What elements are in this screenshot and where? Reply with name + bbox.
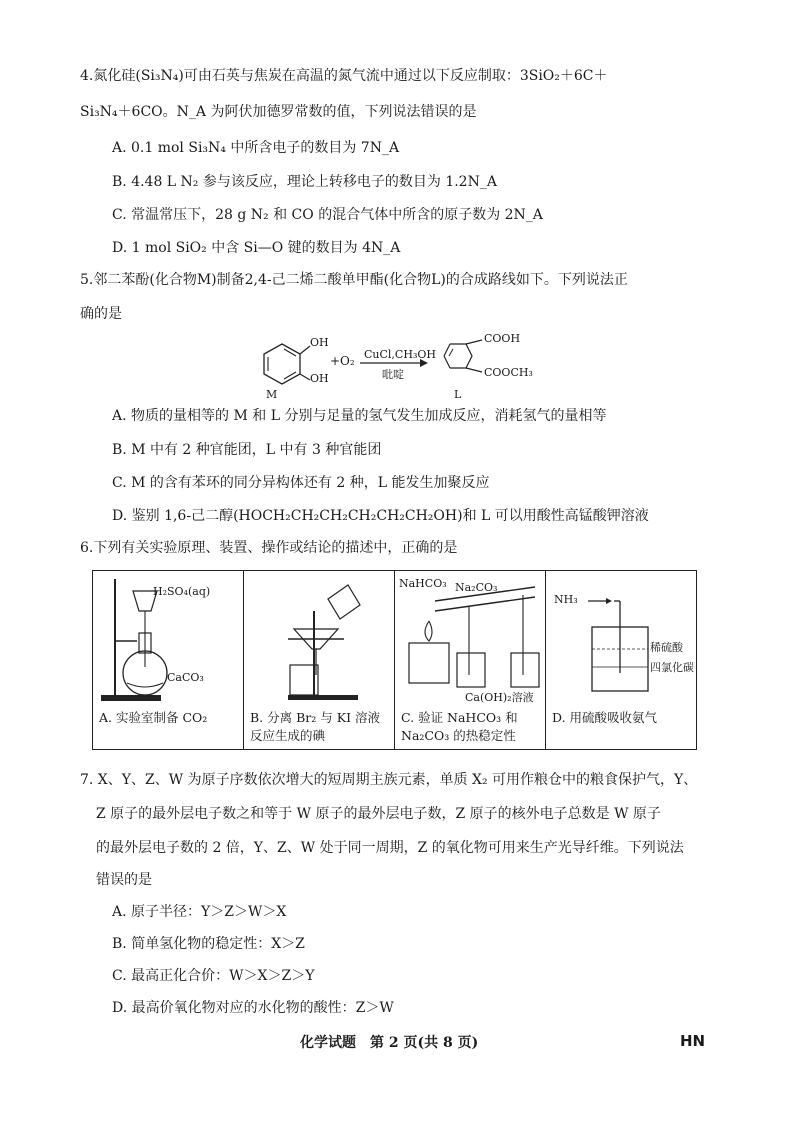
caption-b: B. 分离 Br₂ 与 KI 溶液反应生成的碘 xyxy=(250,710,380,743)
experiment-cell-d xyxy=(546,571,697,750)
q7-stem-line4: 错误的是 xyxy=(96,872,152,888)
caption-d: D. 用硫酸吸收氨气 xyxy=(552,710,658,725)
experiment-table xyxy=(92,570,697,750)
filtration-drawing xyxy=(244,571,394,707)
q5-option-c: C. M 的含有苯环的同分异构体还有 2 种，L 能发生加聚反应 xyxy=(112,475,490,491)
q7-option-b: B. 简单氢化物的稳定性：X＞Z xyxy=(112,936,305,952)
experiment-cell-b xyxy=(244,571,395,750)
q7-option-a: A. 原子半径：Y＞Z＞W＞X xyxy=(112,904,287,920)
q5-option-b: B. M 中有 2 种官能团，L 中有 3 种官能团 xyxy=(112,442,382,458)
q4-stem-line1: 4.氮化硅(Si₃N₄)可由石英与焦炭在高温的氮气流中通过以下反应制取：3SiO₂＋6C＋ xyxy=(80,68,608,84)
q4-option-d: D. 1 mol SiO₂ 中含 Si—O 键的数目为 4N_A xyxy=(112,240,401,256)
q4-option-c: C. 常温常压下，28 g N₂ 和 CO 的混合气体中所含的原子数为 2N_A xyxy=(112,207,543,223)
nahco3-label: NaHCO₃ xyxy=(399,577,447,590)
caption-a: A. 实验室制备 CO₂ xyxy=(99,710,208,725)
h2so4-label: H₂SO₄(aq) xyxy=(153,585,211,598)
reagents-bottom-label: 吡啶 xyxy=(382,368,404,381)
q7-stem-line1: 7. X、Y、Z、W 为原子序数依次增大的短周期主族元素，单质 X₂ 可用作粮仓中的粮食保护气，Y、 xyxy=(80,772,698,788)
cooh-label: COOH xyxy=(484,332,521,345)
na2co3-label: Na₂CO₃ xyxy=(455,581,498,594)
q6-stem: 6.下列有关实验原理、装置、操作或结论的描述中，正确的是 xyxy=(80,540,458,556)
ccl4-label: 四氯化碳 xyxy=(650,661,694,674)
caption-c: C. 验证 NaHCO₃ 和 Na₂CO₃ 的热稳定性 xyxy=(401,710,518,743)
q7-option-c: C. 最高正化合价：W＞X＞Z＞Y xyxy=(112,968,315,984)
q4-option-b: B. 4.48 L N₂ 参与该反应，理论上转移电子的数目为 1.2N_A xyxy=(112,174,497,190)
q5-option-a: A. 物质的量相等的 M 和 L 分别与足量的氢气发生加成反应，消耗氢气的量相等 xyxy=(112,408,607,424)
label-m: M xyxy=(266,388,278,401)
dilute-h2so4-label: 稀硫酸 xyxy=(650,641,683,654)
q5-stem-line2: 确的是 xyxy=(80,306,122,322)
experiment-cell-c xyxy=(395,571,546,750)
experiment-cell-a xyxy=(93,571,244,750)
oh-top-label: OH xyxy=(310,336,329,349)
reaction-scheme xyxy=(250,322,550,402)
region-code: HN xyxy=(680,1032,706,1050)
caoh2-label: Ca(OH)₂溶液 xyxy=(465,691,534,704)
q7-option-d: D. 最高价氧化物对应的水化物的酸性：Z＞W xyxy=(112,1000,394,1016)
q4-option-a: A. 0.1 mol Si₃N₄ 中所含电子的数目为 7N_A xyxy=(112,140,400,156)
label-l: L xyxy=(454,388,462,401)
plus-o2-label: +O₂ xyxy=(330,354,355,368)
cooch3-label: COOCH₃ xyxy=(484,366,533,379)
caco3-label: CaCO₃ xyxy=(167,671,204,684)
nh3-label: NH₃ xyxy=(554,593,578,606)
q5-option-d: D. 鉴别 1,6-己二醇(HOCH₂CH₂CH₂CH₂CH₂CH₂OH)和 L 可以用酸性高锰酸钾溶液 xyxy=(112,508,649,524)
q4-stem-line2: Si₃N₄＋6CO。N_A 为阿伏加德罗常数的值，下列说法错误的是 xyxy=(80,104,477,120)
q5-stem-line1: 5.邻二苯酚(化合物M)制备2,4-己二烯二酸单甲酯(化合物L)的合成路线如下。下列说法正 xyxy=(80,272,628,288)
page-number: 化学试题 第 2 页(共 8 页) xyxy=(300,1035,479,1051)
q7-stem-line3: 的最外层电子数的 2 倍，Y、Z、W 处于同一周期，Z 的氧化物可用来生产光导纤维。下列说法 xyxy=(96,840,684,856)
oh-bottom-label: OH xyxy=(310,372,329,385)
reagents-top-label: CuCl,CH₃OH xyxy=(364,348,436,361)
q7-stem-line2: Z 原子的最外层电子数之和等于 W 原子的最外层电子数，Z 原子的核外电子总数是 W 原子 xyxy=(96,806,661,822)
